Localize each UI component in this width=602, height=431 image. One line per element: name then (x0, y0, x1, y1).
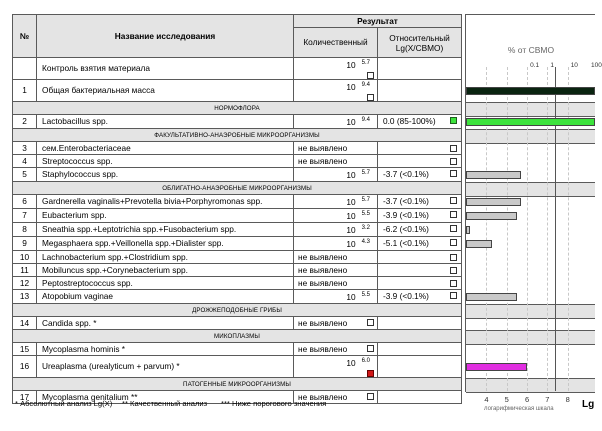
qty-exponent: 4.3 (361, 239, 370, 245)
relative-cell (378, 115, 462, 129)
relative-cell (378, 58, 462, 80)
qty-exponent: 3.2 (361, 225, 370, 231)
quantitative-cell (294, 251, 378, 264)
status-checkbox (450, 280, 457, 287)
table-row (13, 142, 462, 155)
status-checkbox (367, 72, 374, 79)
table-row (13, 58, 462, 80)
status-checkbox (450, 197, 457, 204)
relative-cell (378, 251, 462, 264)
relative-cell (378, 223, 462, 237)
section-row (13, 129, 462, 142)
quantitative-cell (294, 155, 378, 168)
row-number: 5 (13, 168, 37, 182)
qty-exponent: 9.4 (361, 82, 370, 88)
qty-value (298, 209, 370, 222)
gridline (547, 67, 548, 391)
qty-exponent: 5.5 (361, 292, 370, 298)
gridline (527, 67, 528, 391)
header-name: Название исследования (37, 15, 294, 58)
qty-text: не выявлено (298, 155, 348, 166)
qty-base: 10 (346, 358, 356, 368)
qty-value (298, 168, 370, 181)
status-checkbox (450, 145, 457, 152)
quantitative-cell (294, 237, 378, 251)
qty-exponent: 6.0 (361, 358, 370, 364)
qty-value (298, 290, 370, 303)
qty-value (298, 115, 370, 128)
status-checkbox (367, 319, 374, 326)
table-row (13, 264, 462, 277)
quantitative-cell (294, 209, 378, 223)
gridline (486, 67, 487, 391)
table-row (13, 237, 462, 251)
test-name: Streptococcus spp. (37, 155, 294, 168)
qty-value (298, 223, 370, 236)
section-label: ПАТОГЕННЫЕ МИКРООРГАНИЗМЫ (13, 378, 462, 391)
quantitative-cell (294, 142, 378, 155)
qty-exponent: 5.7 (361, 197, 370, 203)
relative-cell (378, 264, 462, 277)
qty-text: не выявлено (298, 264, 348, 275)
test-name: сем.Enterobacteriaceae (37, 142, 294, 155)
quantitative-cell (294, 290, 378, 304)
axis-caption: логарифмическая шкала (484, 406, 554, 412)
relative-value: -3.9 (<0.1%) (383, 291, 429, 301)
qty-base: 10 (346, 292, 356, 302)
data-bar (466, 87, 595, 95)
test-name: Mobiluncus spp.+Corynebacterium spp. (37, 264, 294, 277)
quantitative-cell (294, 277, 378, 290)
qty-text: не выявлено (298, 343, 348, 354)
percent-tick-label: 0.1 (530, 62, 540, 69)
qty-base: 10 (346, 60, 356, 70)
row-number: 11 (13, 264, 37, 277)
status-checkbox (367, 345, 374, 352)
row-number: 6 (13, 195, 37, 209)
test-name: Atopobium vaginae (37, 290, 294, 304)
status-checkbox (450, 239, 457, 246)
header-num: № (13, 15, 37, 58)
row-number: 2 (13, 115, 37, 129)
section-label: МИКОПЛАЗМЫ (13, 330, 462, 343)
status-indicator-green (450, 117, 457, 124)
qty-text: не выявлено (298, 317, 348, 328)
qty-value (298, 58, 370, 71)
test-name: Gardnerella vaginalis+Prevotella bivia+Porphyromonas spp. (37, 195, 294, 209)
quantitative-cell (294, 343, 378, 356)
status-checkbox (367, 94, 374, 101)
status-indicator-red (367, 370, 374, 377)
test-name: Megasphaera spp.+Veillonella spp.+Dialister spp. (37, 237, 294, 251)
table-row (13, 195, 462, 209)
quantitative-cell (294, 80, 378, 102)
qty-value (298, 356, 370, 369)
row-number: 3 (13, 142, 37, 155)
log-chart (465, 14, 602, 412)
qty-base: 10 (346, 117, 356, 127)
qty-base: 10 (346, 211, 356, 221)
test-name: Ureaplasma (urealyticum + parvum) * (37, 356, 294, 378)
qty-exponent: 9.4 (361, 117, 370, 123)
section-label: ОБЛИГАТНО-АНАЭРОБНЫЕ МИКРООРГАНИЗМЫ (13, 182, 462, 195)
table-row (13, 209, 462, 223)
axis-label: Lg (582, 399, 595, 410)
section-label: НОРМОФЛОРА (13, 102, 462, 115)
relative-cell (378, 237, 462, 251)
relative-value: -3.9 (<0.1%) (383, 210, 429, 220)
row-number: 9 (13, 237, 37, 251)
test-name: Candida spp. * (37, 317, 294, 330)
footnote-threshold: *** Ниже порогового значения (221, 399, 327, 408)
test-name: Lactobacillus spp. (37, 115, 294, 129)
qty-exponent: 5.7 (361, 60, 370, 66)
data-bar (466, 198, 521, 206)
relative-cell (378, 209, 462, 223)
qty-value (298, 195, 370, 208)
qty-text: не выявлено (298, 142, 348, 153)
quantitative-cell (294, 356, 378, 378)
table-row (13, 155, 462, 168)
relative-value: -3.7 (<0.1%) (383, 196, 429, 206)
table-row (13, 80, 462, 102)
test-name: Mycoplasma hominis * (37, 343, 294, 356)
section-row (13, 378, 462, 391)
relative-cell (378, 195, 462, 209)
qty-text: не выявлено (298, 251, 348, 262)
section-row (13, 330, 462, 343)
test-name: Lachnobacterium spp.+Clostridium spp. (37, 251, 294, 264)
relative-cell (378, 290, 462, 304)
quantitative-cell (294, 115, 378, 129)
relative-value: -6.2 (<0.1%) (383, 224, 429, 234)
data-bar (466, 240, 492, 248)
relative-cell (378, 168, 462, 182)
row-number: 16 (13, 356, 37, 378)
qty-base: 10 (346, 197, 356, 207)
quantitative-cell (294, 264, 378, 277)
footnote-absolute: * Абсолютный анализ Lg(X) (15, 399, 113, 408)
qty-exponent: 5.5 (361, 211, 370, 217)
gridline (568, 67, 569, 391)
quantitative-cell (294, 317, 378, 330)
percent-tick-label: 10 (570, 62, 578, 69)
relative-cell (378, 317, 462, 330)
axis-tick-label: 6 (524, 395, 530, 404)
row-number: 14 (13, 317, 37, 330)
status-checkbox (450, 254, 457, 261)
data-bar (466, 212, 517, 220)
row-number: 8 (13, 223, 37, 237)
percent-tick-label: 100 (591, 62, 602, 69)
relative-cell (378, 277, 462, 290)
gridline (507, 67, 508, 391)
table-row (13, 356, 462, 378)
header-result: Результат (294, 15, 462, 28)
data-bar (466, 293, 517, 301)
quantitative-cell (294, 195, 378, 209)
relative-cell (378, 343, 462, 356)
test-name: Eubacterium spp. (37, 209, 294, 223)
table-row (13, 168, 462, 182)
table-row (13, 277, 462, 290)
relative-cell (378, 391, 462, 404)
qty-base: 10 (346, 170, 356, 180)
status-checkbox (450, 225, 457, 232)
test-name: Staphylococcus spp. (37, 168, 294, 182)
section-row (13, 304, 462, 317)
table-row (13, 251, 462, 264)
relative-value: 0.0 (85-100%) (383, 116, 436, 126)
status-checkbox (450, 211, 457, 218)
qty-text: не выявлено (298, 277, 348, 288)
test-name: Mycoplasma genitalium ** (37, 391, 294, 404)
table-row (13, 223, 462, 237)
qty-exponent: 5.7 (361, 170, 370, 176)
status-checkbox (367, 393, 374, 400)
footnote-qualitative: ** Качественный анализ (122, 399, 208, 408)
status-checkbox (450, 267, 457, 274)
qty-base: 10 (346, 225, 356, 235)
axis-tick-label: 7 (545, 395, 550, 404)
qty-text: не выявлено (298, 391, 348, 402)
data-bar (466, 118, 595, 126)
qty-value (298, 237, 370, 250)
row-number: 12 (13, 277, 37, 290)
section-row (13, 182, 462, 195)
axis-tick-label: 5 (504, 395, 509, 404)
percent-tick-label: 1 (550, 62, 554, 69)
header-rel-text: Относительный Lg(X/CBMO) (389, 32, 450, 53)
status-checkbox (450, 158, 457, 165)
table-row (13, 115, 462, 129)
row-number: 7 (13, 209, 37, 223)
row-number (13, 58, 37, 80)
qty-value (298, 80, 370, 93)
status-checkbox (450, 170, 457, 177)
section-row (13, 102, 462, 115)
row-number: 4 (13, 155, 37, 168)
section-label: ДРОЖЖЕПОДОБНЫЕ ГРИБЫ (13, 304, 462, 317)
relative-value: -3.7 (<0.1%) (383, 169, 429, 179)
test-name: Sneathia spp.+Leptotrichia spp.+Fusobacterium spp. (37, 223, 294, 237)
test-name: Peptostreptococcus spp. (37, 277, 294, 290)
relative-cell (378, 80, 462, 102)
chart-title: % от СВМО (507, 45, 555, 55)
section-label: ФАКУЛЬТАТИВНО-АНАЭРОБНЫЕ МИКРООРГАНИЗМЫ (13, 129, 462, 142)
results-table (12, 14, 462, 404)
quantitative-cell (294, 168, 378, 182)
data-bar (466, 171, 521, 179)
row-number: 10 (13, 251, 37, 264)
row-number: 1 (13, 80, 37, 102)
row-number: 13 (13, 290, 37, 304)
test-name: Общая бактериальная масса (37, 80, 294, 102)
relative-cell (378, 142, 462, 155)
relative-value: -5.1 (<0.1%) (383, 238, 429, 248)
data-bar (466, 363, 527, 371)
header-qty: Количественный (294, 28, 378, 58)
data-bar (466, 226, 470, 234)
axis-tick-label: 4 (484, 395, 489, 404)
table-row (13, 317, 462, 330)
reference-line (555, 67, 556, 391)
status-checkbox (450, 292, 457, 299)
table-row (13, 290, 462, 304)
test-name: Контроль взятия материала (37, 58, 294, 80)
relative-cell (378, 356, 462, 378)
row-number: 17 (13, 391, 37, 404)
qty-base: 10 (346, 239, 356, 249)
header-rel (378, 28, 462, 58)
quantitative-cell (294, 223, 378, 237)
table-row (13, 343, 462, 356)
quantitative-cell (294, 58, 378, 80)
qty-base: 10 (346, 82, 356, 92)
row-number: 15 (13, 343, 37, 356)
relative-cell (378, 155, 462, 168)
axis-tick-label: 8 (565, 395, 570, 404)
